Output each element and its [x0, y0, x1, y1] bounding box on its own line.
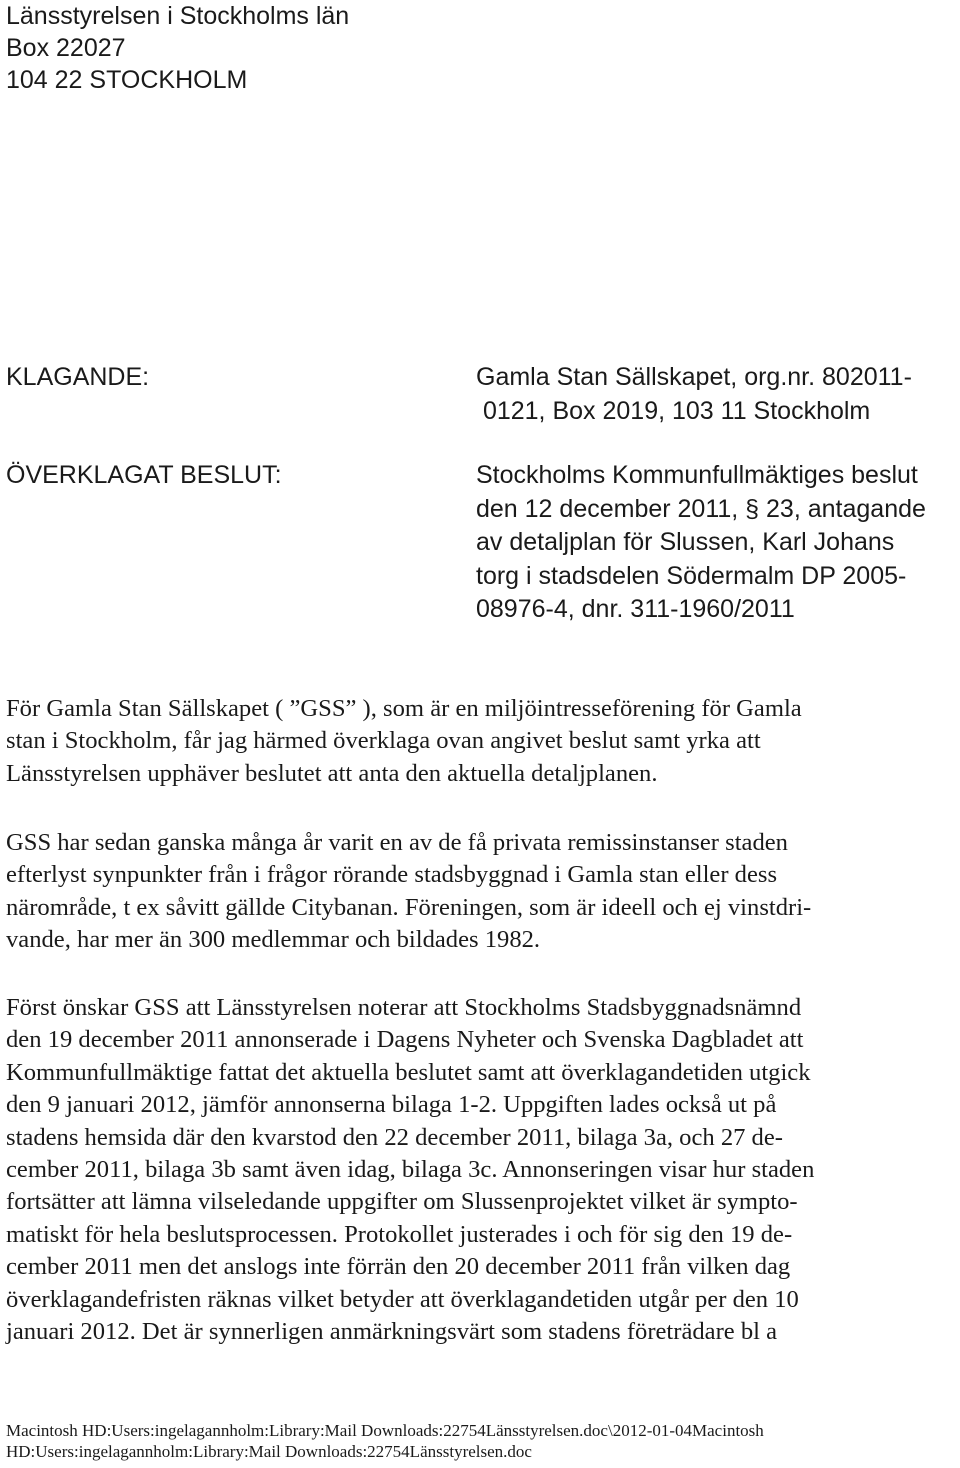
paragraph-line: den 9 januari 2012, jämför annonserna bilaga 1-2. Uppgiften lades också ut på: [6, 1091, 777, 1119]
paragraph-announcement: [6, 992, 952, 1348]
paragraph-line: matiskt för hela beslutsprocessen. Protokollet justerades i och för sig den 19 de-: [6, 1220, 793, 1248]
paragraph-line: januari 2012. Det är synnerligen anmärkningsvärt som stadens företrädare bl a: [6, 1318, 778, 1346]
paragraph-line: stan i Stockholm, får jag härmed överklaga ovan angivet beslut samt yrka att: [6, 727, 761, 755]
paragraph-appeal: [6, 693, 952, 790]
decision-line: den 12 december 2011, § 23, antagande: [476, 494, 926, 523]
decision-line: torg i stadsdelen Södermalm DP 2005-: [476, 561, 907, 590]
paragraph-line: vande, har mer än 300 medlemmar och bildades 1982.: [6, 926, 541, 954]
complainant-line: 0121, Box 2019, 103 11 Stockholm: [476, 396, 871, 425]
complainant-line: Gamla Stan Sällskapet, org.nr. 802011-: [476, 363, 912, 391]
footer-line: Macintosh HD:Users:ingelagannholm:Library:Mail Downloads:22754Länsstyrelsen.doc\2012-01-04Macintosh: [6, 1421, 764, 1440]
footer-line: HD:Users:ingelagannholm:Library:Mail Downloads:22754Länsstyrelsen.doc: [6, 1442, 532, 1461]
footer-file-path: [6, 1420, 764, 1462]
complainant-label: KLAGANDE:: [6, 363, 150, 391]
paragraph-about-gss: [6, 827, 952, 957]
paragraph-line: För Gamla Stan Sällskapet ( ”GSS” ), som är en miljöintresseförening för Gamla: [6, 695, 802, 722]
paragraph-line: cember 2011, bilaga 3b samt även idag, bilaga 3c. Annonseringen visar hur staden: [6, 1156, 815, 1184]
decision-label: ÖVERKLAGAT BESLUT:: [6, 461, 282, 489]
paragraph-line: närområde, t ex såvitt gällde Citybanan. Föreningen, som är ideell och ej vinstdri-: [6, 893, 812, 921]
paragraph-line: fortsätter att lämna vilseledande uppgifter om Slussenprojektet vilket är sympto-: [6, 1188, 798, 1216]
recipient-address: [6, 0, 349, 96]
paragraph-line: efterlyst synpunkter från i frågor rörande stadsbyggnad i Gamla stan eller dess: [6, 861, 778, 889]
decision-details: [476, 459, 946, 627]
paragraph-line: Först önskar GSS att Länsstyrelsen noterar att Stockholms Stadsbyggnadsnämnd: [6, 994, 802, 1021]
paragraph-line: Kommunfullmäktige fattat det aktuella beslutet samt att överklagandetiden utgick: [6, 1058, 811, 1086]
recipient-postal: 104 22 STOCKHOLM: [6, 66, 248, 94]
decision-line: 08976-4, dnr. 311-1960/2011: [476, 595, 795, 623]
paragraph-line: stadens hemsida där den kvarstod den 22 december 2011, bilaga 3a, och 27 de-: [6, 1123, 783, 1151]
paragraph-line: cember 2011 men det anslogs inte förrän den 20 december 2011 från vilken dag: [6, 1253, 791, 1281]
decision-line: Stockholms Kommunfullmäktiges beslut: [476, 461, 918, 489]
recipient-box: Box 22027: [6, 34, 126, 62]
paragraph-line: överklagandefristen räknas vilket betyder att överklagandetiden utgår per den 10: [6, 1285, 799, 1313]
complainant-details: [476, 361, 946, 428]
decision-line: av detaljplan för Slussen, Karl Johans: [476, 528, 895, 556]
recipient-name: Länsstyrelsen i Stockholms län: [6, 2, 350, 30]
paragraph-line: den 19 december 2011 annonserade i Dagens Nyheter och Svenska Dagbladet att: [6, 1026, 804, 1054]
paragraph-line: Länsstyrelsen upphäver beslutet att anta den aktuella detaljplanen.: [6, 759, 658, 787]
paragraph-line: GSS har sedan ganska många år varit en av de få privata remissinstanser staden: [6, 829, 788, 856]
